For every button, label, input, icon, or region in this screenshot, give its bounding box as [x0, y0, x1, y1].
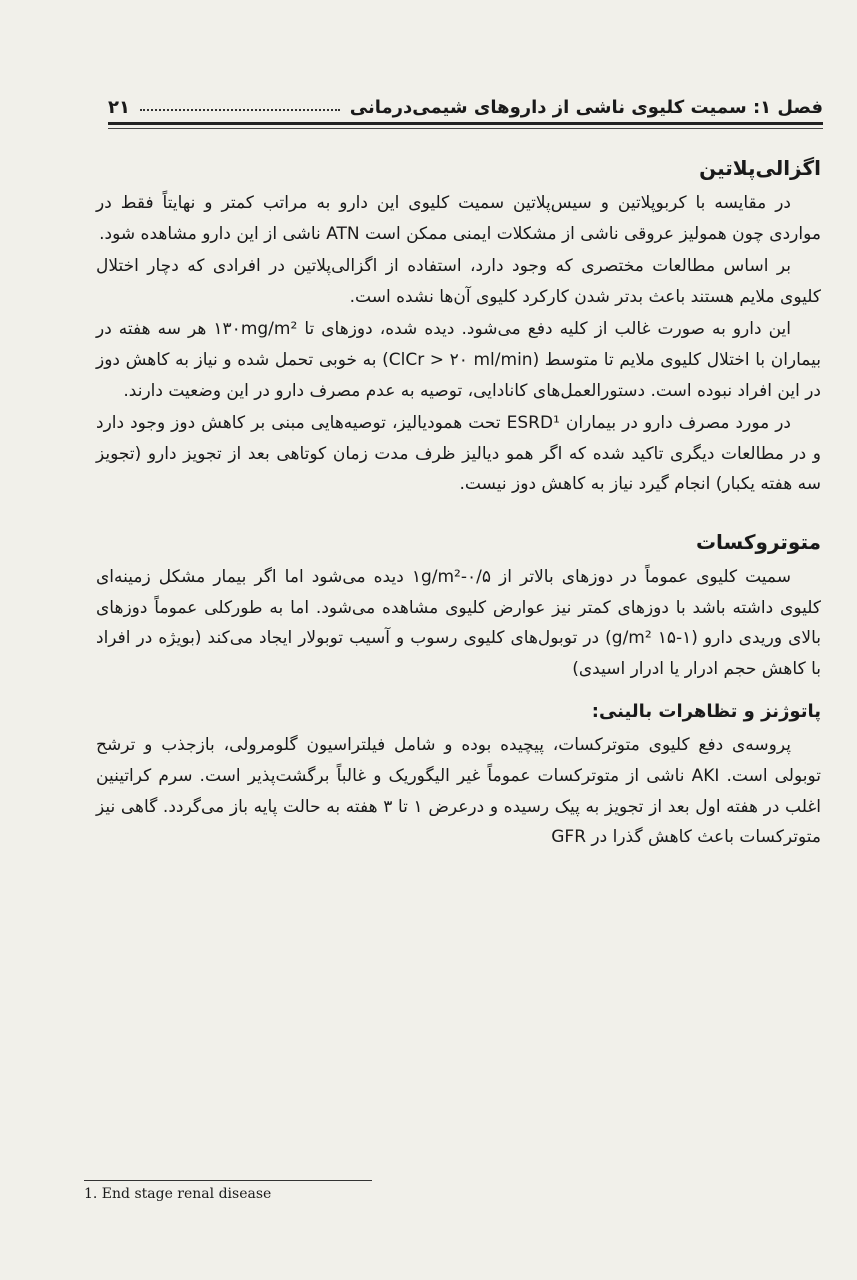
paragraph: سمیت کلیوی عموماً در دوزهای بالاتر از ۰/۵-۱g/m² دیده می‌شود اما اگر بیمار مشکل زمینه‌ای کلیوی داشته باشد با دوزهای کمتر نیز عوارض کلیوی مشاهده می‌شود. اما به طورکلی عموماً دوزهای بالای وریدی دارو (۱-۱۵ g/m²) در توبول‌های کلیوی رسوب و آسیب توبولار ایجاد می‌کند (بویژه در افراد با کاهش حجم ادرار یا ادرار اسیدی) — [96, 566, 821, 679]
footnote: 1. End stage renal disease — [84, 1186, 272, 1202]
paragraph: در مورد مصرف دارو در بیماران ESRD¹ تحت همودیالیز، توصیه‌هایی مبنی بر کاهش دوز وجود دارد و در مطالعات دیگری تاکید شده که اگر همو دیالیز ظرف مدت زمان کوتاهی بعد از تجویز دارو (تجویز سه هفته یکبار) انجام گیرد نیاز به کاهش دوز نیست. — [96, 413, 821, 495]
body-text — [96, 148, 821, 855]
paragraph: پروسه‌ی دفع کلیوی متوترکسات، پیچیده بوده و شامل فیلتراسیون گلومرولی، بازجذب و ترشح توبولی است. AKI ناشی از متوترکسات عموماً غیر الیگوریک و غالباً برگشت‌پذیر است. سرم کراتینین اغلب در هفته اول بعد از تجویز به پیک رسیده و درعرض ۱ تا ۳ هفته به حالت پایه باز می‌گردد. گاهی نیز متوترکسات باعث کاهش گذرا در GFR — [96, 735, 821, 848]
running-header — [108, 70, 823, 118]
section-heading-methotrexate: متوتروکسات — [695, 529, 821, 554]
subsection-heading-pathogenesis: پاتوژنز و تظاهرات بالینی: — [591, 701, 821, 723]
header-rule — [108, 122, 823, 125]
leader-dots — [140, 109, 340, 111]
chapter-title: فصل ۱: سمیت کلیوی ناشی از داروهای شیمی‌درمانی — [349, 97, 823, 118]
section-heading-oxaliplatin: اگزالی‌پلاتین — [699, 156, 821, 180]
paragraph: در مقایسه با کربوپلاتین و سیس‌پلاتین سمیت کلیوی این دارو به مراتب کمتر و نهایتاً فقط در مواردی چون همولیز عروقی ناشی از مشکلات ایمنی ممکن است ATN ناشی از این دارو مشاهده شود. — [96, 193, 821, 244]
footnote-rule — [84, 1180, 372, 1181]
paragraph: این دارو به صورت غالب از کلیه دفع می‌شود. دیده شده، دوزهای تا ۱۳۰mg/m² هر سه هفته در بیماران با اختلال کلیوی ملایم تا متوسط (ClCr > ۲۰ ml/min) به خوبی تحمل شده و نیاز به کاهش دوز در این افراد نبوده است. دستورالعمل‌های کانادایی، توصیه به عدم مصرف دارو در این وضعیت دارند. — [96, 319, 821, 401]
page-number: ۲۱ — [108, 97, 130, 118]
header-rule-thin — [108, 128, 823, 129]
paragraph: بر اساس مطالعات مختصری که وجود دارد، استفاده از اگزالی‌پلاتین در افرادی که دچار اختلال کلیوی ملایم هستند باعث بدتر شدن کارکرد کلیوی آن‌ها نشده است. — [96, 256, 821, 307]
